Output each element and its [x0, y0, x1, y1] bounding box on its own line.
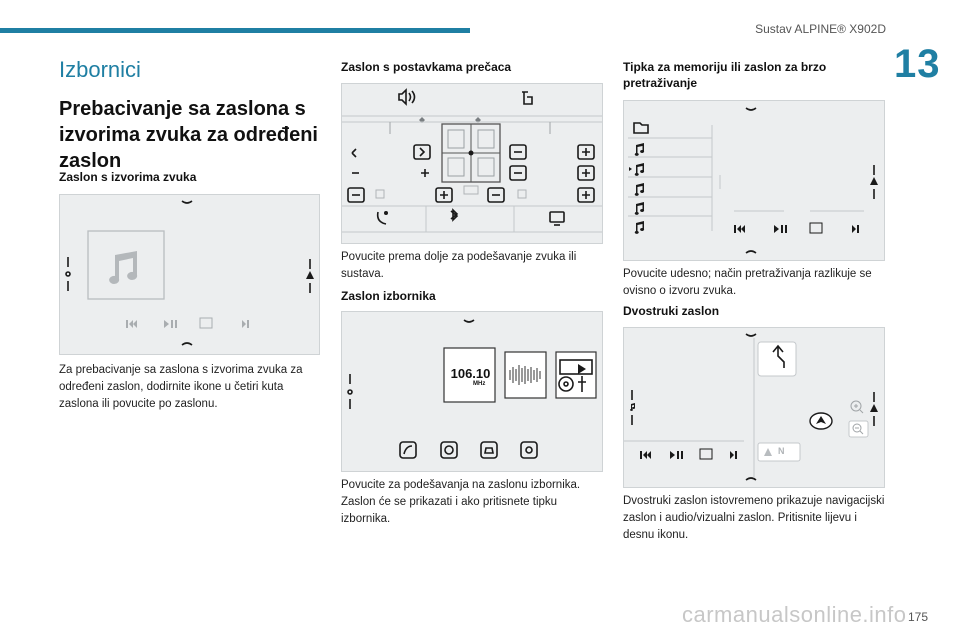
vehicle-menu-button — [481, 442, 497, 458]
chapter-number: 13 — [894, 42, 941, 86]
main-heading: Prebacivanje sa zaslona s izvorima zvuka za određeni zaslon — [59, 98, 318, 172]
phone-menu-button — [400, 442, 416, 458]
chevron-right-button — [414, 145, 430, 159]
page-number: 175 — [908, 610, 929, 624]
chevron-left-icon — [352, 149, 356, 157]
left-corner-search-icon — [348, 374, 352, 409]
paragraph-menu-screen: Povucite za podešavanja na zaslonu izbornika. Zaslon će se prikazati i ako pritisnete tipku izbornika. — [341, 479, 581, 525]
navigation-menu-button — [441, 442, 457, 458]
section-title: Izbornici — [59, 57, 141, 82]
heading-shortcut-screen: Zaslon s postavkama prečaca — [341, 60, 512, 74]
swipe-up-chevron-icon — [464, 320, 474, 322]
music-note-icon — [109, 251, 137, 284]
swipe-up-chevron-icon — [746, 108, 756, 110]
heading-dual-screen: Dvostruki zaslon — [623, 304, 720, 318]
zoom-in-icon — [851, 401, 863, 413]
radio-unit: MHz — [473, 381, 486, 387]
bluetooth-icon — [451, 210, 457, 220]
playback-controls — [640, 449, 737, 459]
heading-memory-screen: Tipka za memoriju ili zaslon za brzo pretraživanje — [623, 60, 827, 90]
speaker-icon — [399, 90, 415, 104]
paragraph-dual-screen: Dvostruki zaslon istovremeno prikazuje navigacijski zaslon i audio/vizualni zaslon. Pritisnite lijevu i desnu ikonu. — [623, 495, 885, 541]
running-title: Sustav ALPINE® X902D — [755, 22, 886, 36]
settings-menu-button — [521, 442, 537, 458]
screen-display-icon — [550, 212, 564, 225]
swipe-down-chevron-icon — [182, 343, 192, 345]
paragraph-memory-screen: Povucite udesno; način pretraživanja razlikuje se ovisno o izvoru zvuka. — [623, 268, 872, 297]
swipe-down-chevron-icon — [746, 478, 756, 480]
heading-menu-screen: Zaslon izbornika — [341, 289, 436, 303]
touch-icon — [522, 92, 532, 104]
radio-frequency: 106.10 — [450, 366, 491, 381]
media-tile — [556, 352, 596, 398]
right-corner-nav-icon — [870, 392, 878, 426]
swipe-up-chevron-icon — [182, 201, 192, 203]
playback-controls — [126, 318, 249, 328]
header-accent-bar — [0, 28, 470, 33]
dual-screen — [623, 327, 885, 488]
left-corner-music-icon — [630, 390, 635, 425]
swipe-down-chevron-icon — [746, 251, 756, 253]
menu-screen — [341, 311, 603, 472]
zoom-out-icon — [849, 421, 868, 437]
plus-icon — [421, 169, 429, 177]
right-corner-nav-icon — [306, 259, 314, 293]
swipe-up-chevron-icon — [746, 334, 756, 336]
subheading-audio-sources: Zaslon s izvorima zvuka — [59, 170, 197, 184]
right-corner-nav-icon — [870, 165, 878, 199]
phone-icon — [378, 211, 388, 224]
left-corner-search-icon — [66, 257, 70, 291]
watermark: carmanualsonline.info — [682, 602, 907, 627]
playback-controls — [734, 223, 859, 233]
paragraph-shortcut-screen: Povucite prema dolje za podešavanje zvuka ili sustava. — [341, 251, 577, 280]
folder-icon — [634, 123, 648, 133]
vehicle-position-icon — [810, 413, 832, 429]
album-art-frame — [88, 231, 164, 299]
audio-source-screen — [59, 194, 320, 355]
paragraph-audio-sources: Za prebacivanje sa zaslona s izvorima zvuka za određeni zaslon, dodirnite ikone u četiri kuta zaslona ili povucite po zaslonu. — [59, 364, 303, 410]
compass-label: N — [778, 446, 785, 456]
quick-search-screen — [623, 100, 885, 261]
shortcut-settings-screen — [341, 83, 603, 244]
